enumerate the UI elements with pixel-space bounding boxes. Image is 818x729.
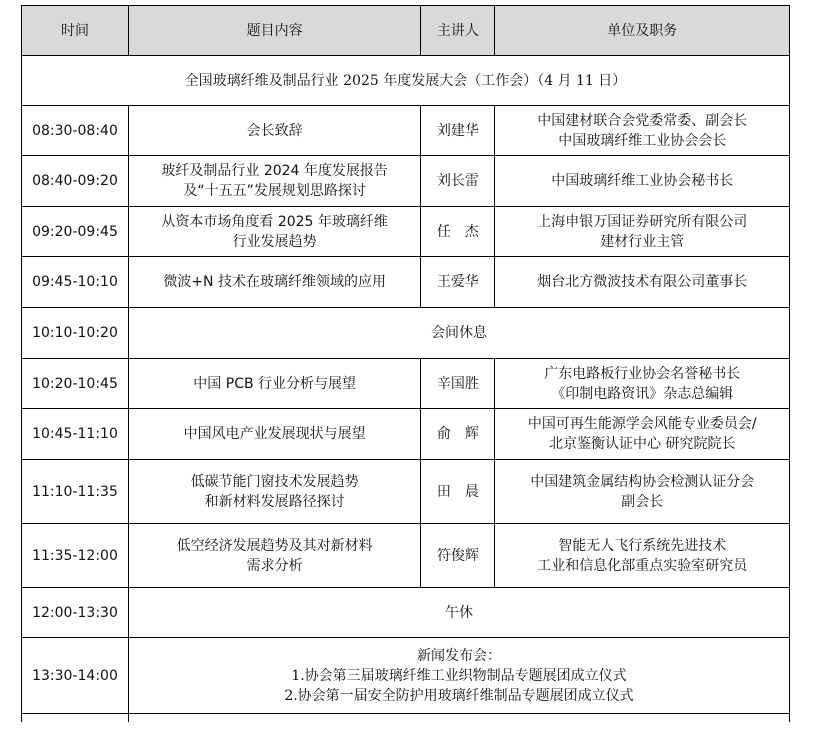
press-title: 新闻发布会： (416, 647, 501, 664)
row-unit: 中国建筑金属结构协会检测认证分会 副会长 (495, 460, 790, 524)
break-label: 会间休息 (128, 308, 789, 359)
row-topic: 会长致辞 (128, 106, 420, 156)
row-time: 08:40-09:20 (22, 156, 129, 207)
row-topic: 微波+N 技术在玻璃纤维领域的应用 (128, 257, 420, 308)
table-row (22, 106, 790, 156)
press-row (22, 638, 790, 714)
row-speaker: 刘长雷 (421, 156, 495, 207)
tail-cell (22, 714, 129, 723)
break-time: 10:10-10:20 (22, 308, 129, 359)
row-time: 11:35-12:00 (22, 524, 129, 588)
row-speaker: 符俊辉 (421, 524, 495, 588)
press-item: 1.协会第三届玻璃纤维工业织物制品专题展团成立仪式 (291, 667, 627, 684)
table-row (22, 156, 790, 207)
row-unit: 中国建材联合会党委常委、副会长 中国玻璃纤维工业协会会长 (495, 106, 790, 156)
row-topic: 低空经济发展趋势及其对新材料 需求分析 (128, 524, 420, 588)
row-time: 11:10-11:35 (22, 460, 129, 524)
row-topic: 中国风电产业发展现状与展望 (128, 409, 420, 460)
table-tail-row (22, 714, 790, 723)
table-row (22, 207, 790, 257)
session-title-row (22, 56, 790, 106)
break-time: 12:00-13:30 (22, 588, 129, 638)
table-row (22, 409, 790, 460)
row-time: 09:20-09:45 (22, 207, 129, 257)
row-time: 10:20-10:45 (22, 359, 129, 409)
row-unit: 智能无人飞行系统先进技术 工业和信息化部重点实验室研究员 (495, 524, 790, 588)
table-row (22, 359, 790, 409)
row-speaker: 田 晨 (421, 460, 495, 524)
row-speaker: 任 杰 (421, 207, 495, 257)
header-unit: 单位及职务 (495, 6, 790, 56)
row-topic: 中国 PCB 行业分析与展望 (128, 359, 420, 409)
row-speaker: 辛国胜 (421, 359, 495, 409)
row-time: 09:45-10:10 (22, 257, 129, 308)
row-topic: 低碳节能门窗技术发展趋势 和新材料发展路径探讨 (128, 460, 420, 524)
break-row (22, 308, 790, 359)
row-topic: 玻纤及制品行业 2024 年度发展报告 及“十五五”发展规划思路探讨 (128, 156, 420, 207)
schedule-table (21, 5, 790, 722)
session-title: 全国玻璃纤维及制品行业 2025 年度发展大会（工作会）（4 月 11 日） (22, 56, 790, 106)
table-row (22, 460, 790, 524)
row-unit: 广东电路板行业协会名誉秘书长 《印制电路资讯》杂志总编辑 (495, 359, 790, 409)
row-speaker: 王爱华 (421, 257, 495, 308)
row-unit: 烟台北方微波技术有限公司董事长 (495, 257, 790, 308)
header-speaker: 主讲人 (421, 6, 495, 56)
press-time: 13:30-14:00 (22, 638, 129, 714)
row-speaker: 俞 辉 (421, 409, 495, 460)
row-topic: 从资本市场角度看 2025 年玻璃纤维 行业发展趋势 (128, 207, 420, 257)
row-unit: 中国可再生能源学会风能专业委员会/ 北京鉴衡认证中心 研究院院长 (495, 409, 790, 460)
row-unit: 上海申银万国证券研究所有限公司 建材行业主管 (495, 207, 790, 257)
press-content (128, 638, 789, 714)
header-topic: 题目内容 (128, 6, 420, 56)
header-row (22, 6, 790, 56)
row-time: 08:30-08:40 (22, 106, 129, 156)
row-speaker: 刘建华 (421, 106, 495, 156)
row-time: 10:45-11:10 (22, 409, 129, 460)
press-item: 2.协会第一届安全防护用玻璃纤维制品专题展团成立仪式 (284, 687, 634, 704)
table-row (22, 257, 790, 308)
row-unit: 中国玻璃纤维工业协会秘书长 (495, 156, 790, 207)
header-time: 时间 (22, 6, 129, 56)
break-label: 午休 (128, 588, 789, 638)
break-row (22, 588, 790, 638)
table-row (22, 524, 790, 588)
tail-cell (128, 714, 789, 723)
